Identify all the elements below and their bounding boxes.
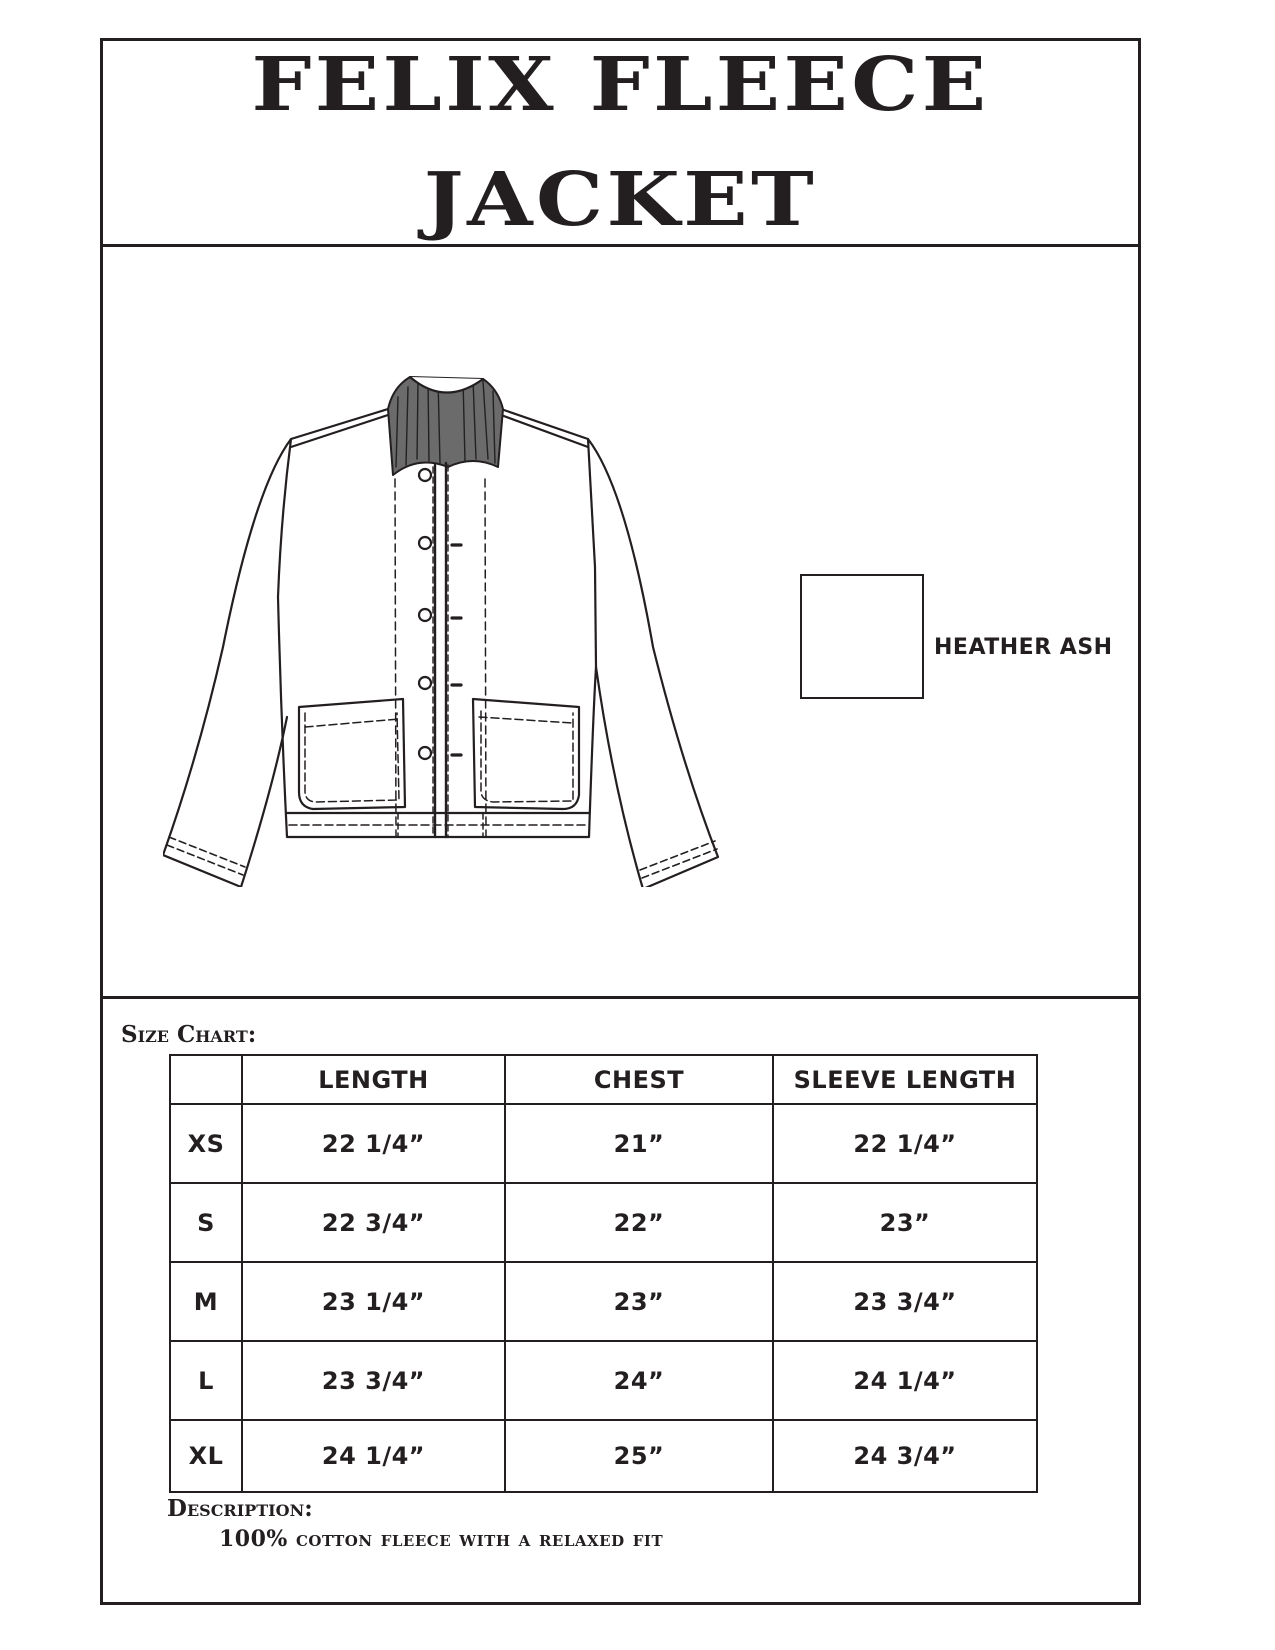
table-row	[170, 1183, 1037, 1262]
sleeve-cell: 24 1/4”	[773, 1341, 1037, 1420]
title-section	[103, 41, 1138, 247]
chest-cell: 21”	[505, 1104, 773, 1183]
swatch-color-name: HEATHER ASH	[934, 635, 1113, 660]
size-cell: M	[170, 1262, 242, 1341]
product-title-line-2: JACKET	[423, 157, 818, 243]
size-cell: XS	[170, 1104, 242, 1183]
table-row	[170, 1262, 1037, 1341]
header-size	[170, 1055, 242, 1104]
length-cell: 23 1/4”	[242, 1262, 505, 1341]
header-sleeve-length: SLEEVE LENGTH	[773, 1055, 1037, 1104]
header-chest: CHEST	[505, 1055, 773, 1104]
chest-cell: 24”	[505, 1341, 773, 1420]
table-header-row	[170, 1055, 1037, 1104]
chest-cell: 23”	[505, 1262, 773, 1341]
size-cell: XL	[170, 1420, 242, 1492]
table-row	[170, 1104, 1037, 1183]
sleeve-cell: 23 3/4”	[773, 1262, 1037, 1341]
sleeve-cell: 23”	[773, 1183, 1037, 1262]
sleeve-cell: 24 3/4”	[773, 1420, 1037, 1492]
jacket-illustration	[163, 367, 733, 887]
size-chart-section	[103, 999, 1138, 1605]
illustration-section	[103, 247, 1138, 999]
sleeve-cell: 22 1/4”	[773, 1104, 1037, 1183]
table-row	[170, 1420, 1037, 1492]
description-heading: Description:	[167, 1495, 313, 1522]
size-chart-table	[169, 1054, 1038, 1493]
size-cell: S	[170, 1183, 242, 1262]
size-chart-heading: Size Chart:	[121, 1021, 257, 1048]
chest-cell: 22”	[505, 1183, 773, 1262]
table-row	[170, 1341, 1037, 1420]
length-cell: 23 3/4”	[242, 1341, 505, 1420]
length-cell: 22 3/4”	[242, 1183, 505, 1262]
product-title-line-1: FELIX FLEECE	[251, 42, 990, 128]
length-cell: 24 1/4”	[242, 1420, 505, 1492]
chest-cell: 25”	[505, 1420, 773, 1492]
size-cell: L	[170, 1341, 242, 1420]
header-length: LENGTH	[242, 1055, 505, 1104]
spec-sheet-frame	[100, 38, 1141, 1605]
description-text: 100% cotton fleece with a relaxed fit	[219, 1526, 664, 1552]
length-cell: 22 1/4”	[242, 1104, 505, 1183]
color-swatch	[800, 574, 924, 699]
